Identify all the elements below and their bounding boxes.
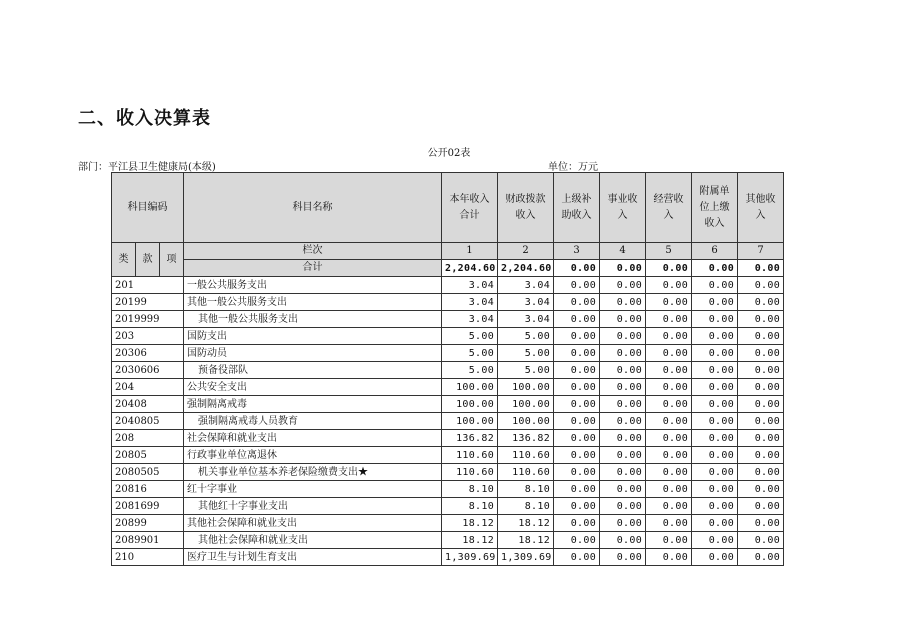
amount-cell: 0.00 <box>692 379 738 396</box>
total-value: 0.00 <box>738 260 784 277</box>
amount-cell: 0.00 <box>646 430 692 447</box>
amount-cell: 0.00 <box>692 311 738 328</box>
subject-code: 204 <box>112 379 184 396</box>
amount-cell: 0.00 <box>692 447 738 464</box>
amount-cell: 0.00 <box>692 345 738 362</box>
subject-name: 强制隔离戒毒人员教育 <box>184 413 442 430</box>
subject-code: 2081699 <box>112 498 184 515</box>
amount-cell: 1,309.69 <box>498 549 554 566</box>
subject-name: 国防动员 <box>184 345 442 362</box>
subject-name: 其他一般公共服务支出 <box>184 294 442 311</box>
amount-cell: 0.00 <box>646 447 692 464</box>
table-row <box>112 549 784 566</box>
header-code: 科目编码 <box>112 173 184 243</box>
amount-cell: 0.00 <box>738 311 784 328</box>
amount-cell: 0.00 <box>600 430 646 447</box>
amount-cell: 3.04 <box>442 311 498 328</box>
subject-name: 其他一般公共服务支出 <box>184 311 442 328</box>
amount-cell: 0.00 <box>600 396 646 413</box>
header-fiscal: 财政拨款收入 <box>498 173 554 243</box>
subject-code: 20805 <box>112 447 184 464</box>
amount-cell: 0.00 <box>692 532 738 549</box>
amount-cell: 0.00 <box>554 532 600 549</box>
amount-cell: 18.12 <box>498 515 554 532</box>
amount-cell: 0.00 <box>600 379 646 396</box>
amount-cell: 0.00 <box>692 294 738 311</box>
subject-name: 其他红十字事业支出 <box>184 498 442 515</box>
amount-cell: 5.00 <box>498 328 554 345</box>
amount-cell: 0.00 <box>692 328 738 345</box>
amount-cell: 0.00 <box>692 396 738 413</box>
amount-cell: 0.00 <box>600 481 646 498</box>
amount-cell: 0.00 <box>554 345 600 362</box>
subject-code: 20899 <box>112 515 184 532</box>
amount-cell: 0.00 <box>738 430 784 447</box>
amount-cell: 0.00 <box>738 362 784 379</box>
table-row <box>112 362 784 379</box>
table-row <box>112 277 784 294</box>
column-index: 7 <box>738 243 784 260</box>
amount-cell: 18.12 <box>498 532 554 549</box>
amount-cell: 0.00 <box>646 549 692 566</box>
amount-cell: 0.00 <box>600 532 646 549</box>
amount-cell: 0.00 <box>554 413 600 430</box>
amount-cell: 0.00 <box>738 549 784 566</box>
department-label: 部门：平江县卫生健康局(本级) <box>78 162 216 173</box>
header-name: 科目名称 <box>184 173 442 243</box>
amount-cell: 0.00 <box>554 379 600 396</box>
table-row <box>112 481 784 498</box>
subject-code: 20306 <box>112 345 184 362</box>
header-operation: 经营收入 <box>646 173 692 243</box>
amount-cell: 0.00 <box>554 498 600 515</box>
amount-cell: 0.00 <box>600 447 646 464</box>
amount-cell: 0.00 <box>692 413 738 430</box>
total-value: 0.00 <box>554 260 600 277</box>
subject-name: 机关事业单位基本养老保险缴费支出★ <box>184 464 442 481</box>
subject-name: 行政事业单位离退休 <box>184 447 442 464</box>
amount-cell: 5.00 <box>442 345 498 362</box>
amount-cell: 0.00 <box>646 515 692 532</box>
amount-cell: 3.04 <box>498 311 554 328</box>
amount-cell: 3.04 <box>498 277 554 294</box>
amount-cell: 0.00 <box>600 498 646 515</box>
table-row <box>112 413 784 430</box>
amount-cell: 0.00 <box>692 362 738 379</box>
header-kuan: 款 <box>136 243 160 277</box>
amount-cell: 0.00 <box>646 396 692 413</box>
subject-code: 2019999 <box>112 311 184 328</box>
table-row <box>112 345 784 362</box>
amount-cell: 0.00 <box>738 396 784 413</box>
amount-cell: 0.00 <box>600 464 646 481</box>
page-title: 二、收入决算表 <box>78 108 211 129</box>
amount-cell: 8.10 <box>442 498 498 515</box>
header-xiang: 项 <box>160 243 184 277</box>
column-index: 4 <box>600 243 646 260</box>
subject-code: 2080505 <box>112 464 184 481</box>
amount-cell: 0.00 <box>554 464 600 481</box>
amount-cell: 0.00 <box>554 328 600 345</box>
amount-cell: 0.00 <box>600 294 646 311</box>
column-index: 3 <box>554 243 600 260</box>
amount-cell: 0.00 <box>692 549 738 566</box>
amount-cell: 5.00 <box>498 345 554 362</box>
subject-name: 国防支出 <box>184 328 442 345</box>
amount-cell: 0.00 <box>600 328 646 345</box>
amount-cell: 0.00 <box>738 328 784 345</box>
table-row <box>112 430 784 447</box>
amount-cell: 0.00 <box>600 362 646 379</box>
amount-cell: 0.00 <box>646 498 692 515</box>
amount-cell: 0.00 <box>692 481 738 498</box>
subject-code: 2089901 <box>112 532 184 549</box>
amount-cell: 0.00 <box>600 345 646 362</box>
subject-code: 20408 <box>112 396 184 413</box>
subject-code: 20816 <box>112 481 184 498</box>
table-row <box>112 464 784 481</box>
amount-cell: 100.00 <box>442 413 498 430</box>
subject-code: 20199 <box>112 294 184 311</box>
amount-cell: 0.00 <box>554 447 600 464</box>
amount-cell: 8.10 <box>442 481 498 498</box>
subject-name: 红十字事业 <box>184 481 442 498</box>
total-label: 合计 <box>184 260 442 277</box>
amount-cell: 0.00 <box>646 311 692 328</box>
table-row <box>112 379 784 396</box>
subject-name: 强制隔离戒毒 <box>184 396 442 413</box>
amount-cell: 0.00 <box>692 430 738 447</box>
column-index: 1 <box>442 243 498 260</box>
amount-cell: 0.00 <box>738 464 784 481</box>
table-row <box>112 532 784 549</box>
amount-cell: 0.00 <box>646 413 692 430</box>
subject-name: 其他社会保障和就业支出 <box>184 532 442 549</box>
column-index: 2 <box>498 243 554 260</box>
total-value: 2,204.60 <box>498 260 554 277</box>
amount-cell: 0.00 <box>554 362 600 379</box>
amount-cell: 0.00 <box>600 277 646 294</box>
column-index: 6 <box>692 243 738 260</box>
amount-cell: 0.00 <box>646 379 692 396</box>
amount-cell: 110.60 <box>498 464 554 481</box>
header-total-income: 本年收入合计 <box>442 173 498 243</box>
amount-cell: 0.00 <box>646 345 692 362</box>
subject-name: 预备役部队 <box>184 362 442 379</box>
amount-cell: 0.00 <box>554 396 600 413</box>
amount-cell: 100.00 <box>442 396 498 413</box>
amount-cell: 0.00 <box>554 515 600 532</box>
amount-cell: 136.82 <box>442 430 498 447</box>
amount-cell: 0.00 <box>554 549 600 566</box>
amount-cell: 5.00 <box>442 328 498 345</box>
amount-cell: 110.60 <box>442 447 498 464</box>
subject-name: 社会保障和就业支出 <box>184 430 442 447</box>
amount-cell: 0.00 <box>646 362 692 379</box>
amount-cell: 110.60 <box>498 447 554 464</box>
amount-cell: 0.00 <box>646 464 692 481</box>
subject-code: 210 <box>112 549 184 566</box>
header-other: 其他收入 <box>738 173 784 243</box>
unit-label: 单位：万元 <box>548 162 598 173</box>
amount-cell: 0.00 <box>646 277 692 294</box>
amount-cell: 0.00 <box>738 345 784 362</box>
amount-cell: 1,309.69 <box>442 549 498 566</box>
amount-cell: 3.04 <box>498 294 554 311</box>
amount-cell: 8.10 <box>498 498 554 515</box>
header-lei: 类 <box>112 243 136 277</box>
header-business: 事业收入 <box>600 173 646 243</box>
amount-cell: 0.00 <box>600 549 646 566</box>
amount-cell: 0.00 <box>738 277 784 294</box>
subject-code: 2040805 <box>112 413 184 430</box>
income-table <box>111 172 784 566</box>
amount-cell: 0.00 <box>738 294 784 311</box>
column-index: 5 <box>646 243 692 260</box>
amount-cell: 110.60 <box>442 464 498 481</box>
amount-cell: 0.00 <box>738 413 784 430</box>
total-value: 0.00 <box>600 260 646 277</box>
total-value: 0.00 <box>692 260 738 277</box>
amount-cell: 3.04 <box>442 294 498 311</box>
amount-cell: 0.00 <box>600 515 646 532</box>
subject-code: 201 <box>112 277 184 294</box>
amount-cell: 5.00 <box>498 362 554 379</box>
amount-cell: 5.00 <box>442 362 498 379</box>
table-row <box>112 311 784 328</box>
subject-name: 公共安全支出 <box>184 379 442 396</box>
amount-cell: 0.00 <box>554 430 600 447</box>
amount-cell: 0.00 <box>554 311 600 328</box>
subject-code: 203 <box>112 328 184 345</box>
subject-code: 208 <box>112 430 184 447</box>
amount-cell: 0.00 <box>600 311 646 328</box>
amount-cell: 0.00 <box>738 447 784 464</box>
subject-name: 医疗卫生与计划生育支出 <box>184 549 442 566</box>
amount-cell: 0.00 <box>738 379 784 396</box>
amount-cell: 0.00 <box>554 277 600 294</box>
amount-cell: 18.12 <box>442 532 498 549</box>
total-value: 0.00 <box>646 260 692 277</box>
amount-cell: 0.00 <box>646 532 692 549</box>
table-row <box>112 447 784 464</box>
amount-cell: 0.00 <box>646 328 692 345</box>
amount-cell: 0.00 <box>738 532 784 549</box>
subject-name: 一般公共服务支出 <box>184 277 442 294</box>
amount-cell: 0.00 <box>738 515 784 532</box>
subject-code: 2030606 <box>112 362 184 379</box>
table-row <box>112 294 784 311</box>
amount-cell: 0.00 <box>600 413 646 430</box>
subject-name: 其他社会保障和就业支出 <box>184 515 442 532</box>
amount-cell: 0.00 <box>646 481 692 498</box>
table-row <box>112 328 784 345</box>
table-row <box>112 498 784 515</box>
amount-cell: 18.12 <box>442 515 498 532</box>
header-lanci: 栏次 <box>184 243 442 260</box>
total-value: 2,204.60 <box>442 260 498 277</box>
table-row <box>112 396 784 413</box>
amount-cell: 100.00 <box>498 413 554 430</box>
table-code: 公开02表 <box>427 148 471 159</box>
amount-cell: 8.10 <box>498 481 554 498</box>
amount-cell: 0.00 <box>738 498 784 515</box>
header-superior-subsidy: 上级补助收入 <box>554 173 600 243</box>
amount-cell: 0.00 <box>692 464 738 481</box>
amount-cell: 0.00 <box>554 481 600 498</box>
amount-cell: 0.00 <box>554 294 600 311</box>
amount-cell: 0.00 <box>692 515 738 532</box>
amount-cell: 0.00 <box>692 498 738 515</box>
amount-cell: 0.00 <box>646 294 692 311</box>
amount-cell: 3.04 <box>442 277 498 294</box>
amount-cell: 0.00 <box>738 481 784 498</box>
amount-cell: 100.00 <box>442 379 498 396</box>
table-row <box>112 515 784 532</box>
amount-cell: 100.00 <box>498 379 554 396</box>
amount-cell: 100.00 <box>498 396 554 413</box>
header-affiliated: 附属单位上缴收入 <box>692 173 738 243</box>
amount-cell: 0.00 <box>692 277 738 294</box>
amount-cell: 136.82 <box>498 430 554 447</box>
